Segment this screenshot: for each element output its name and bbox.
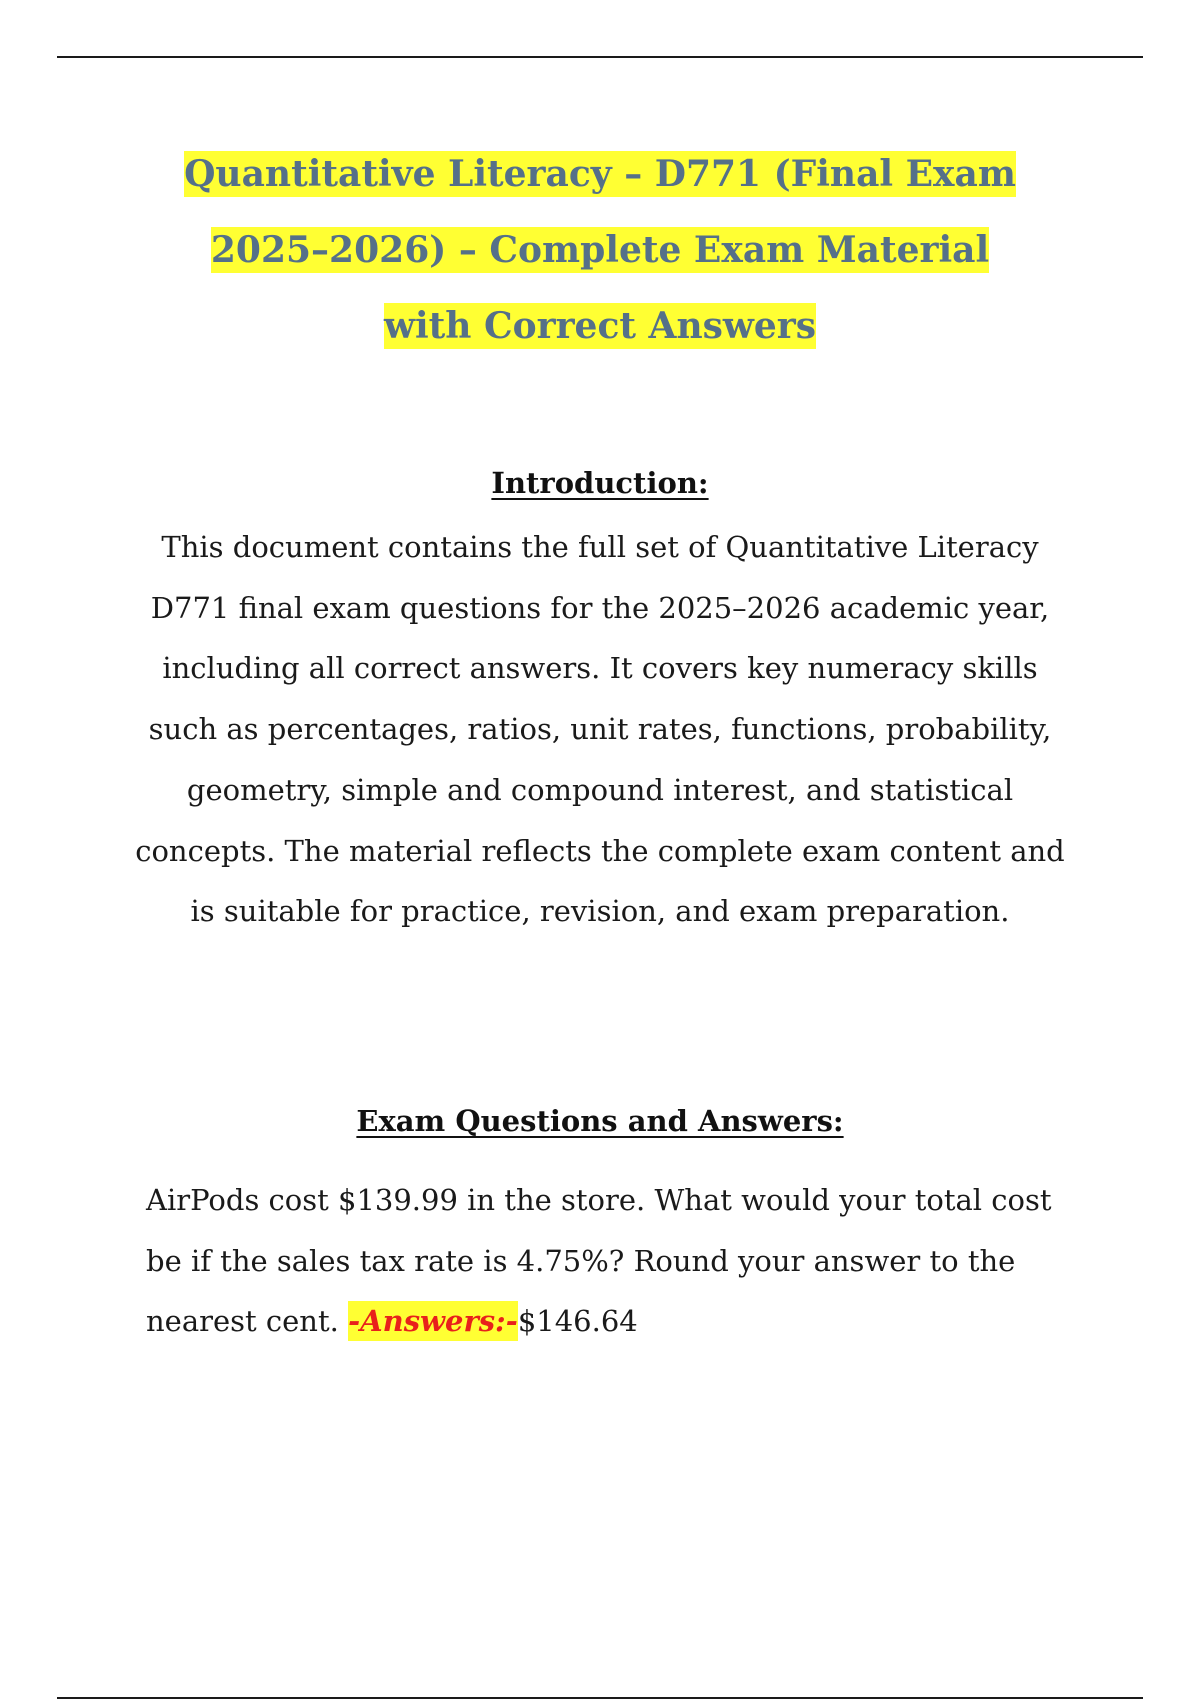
document-title [120,136,1080,364]
question-text: AirPods cost $139.99 in the store. What would your total cost be if the sales tax rate is 4.75%? Round your answer to the nearest cent. [146,1183,1052,1339]
question-item [146,1170,1066,1352]
introduction-body: This document contains the full set of Quantitative Literacy D771 final exam questions for the 2025–2026 academic year, including all correct answers. It covers key numeracy skills such as percentages, ratios, unit rates, functions, probability, geometry, simple and compound interest, and statistical concepts. The material reflects the complete exam content and is suitable for practice, revision, and exam preparation. [135,530,1065,929]
answer-value: $146.64 [517,1304,638,1339]
title-line-3: with Correct Answers [383,305,817,347]
introduction-heading: Introduction: [491,466,709,500]
title-line-1: Quantitative Literacy – D771 (Final Exam [184,153,1016,195]
title-line-2: 2025–2026) – Complete Exam Material [210,229,990,271]
exam-questions-heading: Exam Questions and Answers: [356,1104,844,1138]
answer-label: -Answers:- [348,1301,518,1341]
top-rule [57,56,1143,58]
bottom-rule [57,1697,1143,1699]
